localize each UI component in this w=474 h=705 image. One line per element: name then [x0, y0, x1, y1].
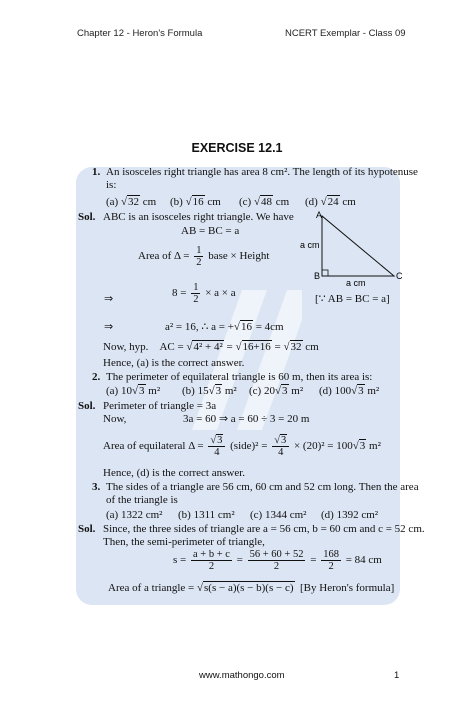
- solution-label: Sol.: [78, 523, 96, 535]
- area-equation: Area of equilateral Δ = $\frac{√3}{4}$ (side)² = $\frac{√3}{4}$ × (20)² = 100√3 m²: [103, 434, 381, 458]
- page-number: 1: [394, 670, 400, 681]
- vertex-label: C: [396, 271, 403, 281]
- exercise-title: EXERCISE 12.1: [191, 141, 283, 155]
- question-text: is:: [106, 179, 117, 191]
- option-a: (a) 10√3 m²: [106, 385, 161, 397]
- footer-website[interactable]: www.mathongo.com: [199, 670, 285, 681]
- option-b: (b) 1311 cm²: [178, 509, 235, 521]
- equation: AB = BC = a: [181, 225, 240, 237]
- vertex-label: B: [314, 271, 321, 281]
- solution-text: Now,: [103, 413, 127, 425]
- solution-text: Since, the three sides of triangle are a = 56 cm, b = 60 cm and c = 52 cm.: [103, 523, 425, 535]
- equation: 3a = 60 ⇒ a = 60 ÷ 3 = 20 m: [183, 413, 310, 425]
- question-text: of the triangle is: [106, 494, 178, 506]
- hypotenuse-equation: Now, hyp. AC = √4² + 4² = √16+16 = √32 cm: [103, 341, 319, 353]
- solution-label: Sol.: [78, 400, 96, 412]
- option-a: (a) √32 cm: [106, 196, 157, 208]
- header-book-title: NCERT Exemplar - Class 09: [285, 28, 406, 39]
- question-number: 3.: [92, 481, 101, 493]
- right-triangle-figure: [300, 208, 410, 288]
- question-text: The perimeter of equilateral triangle is 60 m, then its area is:: [106, 371, 373, 383]
- implies-symbol: ⇒: [104, 321, 114, 333]
- header-chapter-title: Chapter 12 - Heron's Formula: [77, 28, 203, 39]
- herons-formula-equation: Area of a triangle = √s(s − a)(s − b)(s − c) [By Heron's formula]: [108, 582, 395, 594]
- implies-symbol: ⇒: [104, 293, 114, 305]
- option-c: (c) √48 cm: [239, 196, 290, 208]
- question-number: 1.: [92, 166, 101, 178]
- area-equation: Area of Δ = $\frac{1}{2}$ base × Height: [138, 245, 270, 268]
- reason-note: [∵ AB = BC = a]: [315, 293, 390, 305]
- solution-text: Then, the semi-perimeter of triangle,: [103, 536, 265, 548]
- option-d: (d) 1392 cm²: [321, 509, 379, 521]
- option-c: (c) 1344 cm²: [250, 509, 307, 521]
- side-label: a cm: [346, 278, 366, 288]
- answer-text: Hence, (a) is the correct answer.: [103, 357, 245, 369]
- option-a: (a) 1322 cm²: [106, 509, 163, 521]
- equation: a² = 16, ∴ a = +√16 = 4cm: [165, 321, 284, 333]
- solution-label: Sol.: [78, 211, 96, 223]
- side-label: a cm: [300, 240, 320, 250]
- option-d: (d) 100√3 m²: [319, 385, 380, 397]
- solution-text: Perimeter of triangle = 3a: [103, 400, 217, 412]
- equation: 8 = $\frac{1}{2}$ × a × a: [172, 282, 236, 305]
- solution-text: ABC is an isosceles right triangle. We have: [103, 211, 294, 223]
- option-b: (b) √16 cm: [170, 196, 221, 208]
- question-text: The sides of a triangle are 56 cm, 60 cm and 52 cm long. Then the area: [106, 481, 419, 493]
- question-text: An isosceles right triangle has area 8 cm². The length of its hypotenuse: [106, 166, 418, 178]
- option-c: (c) 20√3 m²: [249, 385, 304, 397]
- option-b: (b) 15√3 m²: [182, 385, 237, 397]
- question-number: 2.: [92, 371, 101, 383]
- semi-perimeter-equation: s = $\frac{a + b + c}{2}$ = $\frac{56 + 60 + 52}{2}$ = $\frac{168}{2}$ = 84 cm: [173, 548, 382, 572]
- answer-text: Hence, (d) is the correct answer.: [103, 467, 246, 479]
- option-d: (d) √24 cm: [305, 196, 356, 208]
- vertex-label: A: [316, 210, 323, 220]
